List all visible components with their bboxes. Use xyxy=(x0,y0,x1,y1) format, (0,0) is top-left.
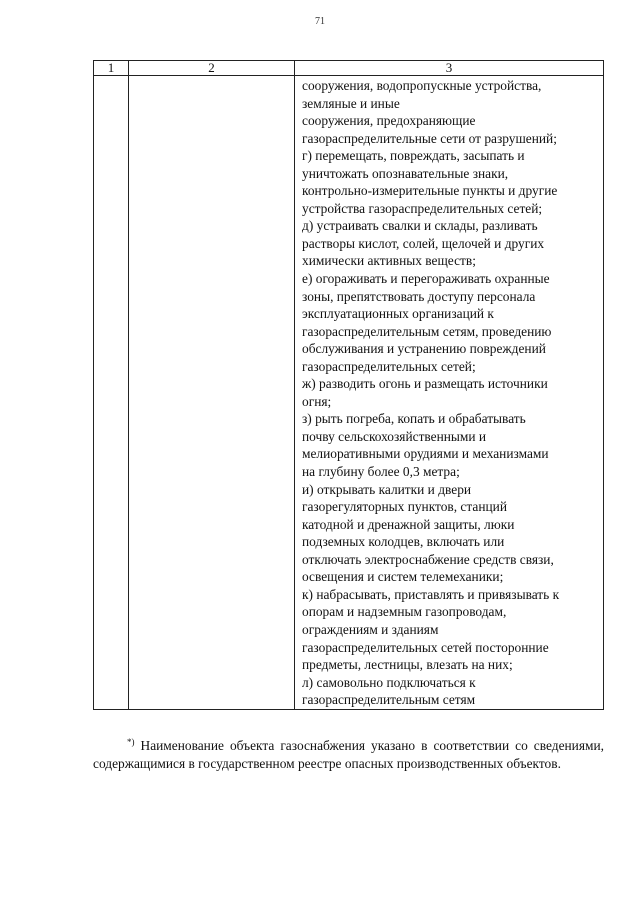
table-cell-col2 xyxy=(129,76,295,710)
page-number: 71 xyxy=(315,16,325,27)
column-header-3: 3 xyxy=(295,61,604,76)
column-header-1: 1 xyxy=(94,61,129,76)
table-header-row xyxy=(94,61,604,76)
footnote-text: Наименование объекта газоснабжения указано в соответствии со сведениями, содержащимися в государственном реестре опасных производственных объектов. xyxy=(93,738,604,772)
prohibited-actions-text: сооружения, водопропускные устройства, земляные и иные сооружения, предохраняющие газораспределительные сети от разрушений; г) перемещать, повреждать, засыпать и уничтожать опознавательные знаки, контрольно-измерительные пункты и другие устройства газораспределительных сетей; д) устраивать свалки и склады, разливать растворы кислот, солей, щелочей и других химически активных веществ; е) огораживать и перегораживать охранные зоны, препятствовать доступу персонала эксплуатационных организаций к газораспределительным сетям, проведению обслуживания и устранению повреждений газораспределительных сетей; ж) разводить огонь и размещать источники огня; з) рыть погреба, копать и обрабатывать почву сельскохозяйственными и мелиоративными орудиями и механизмами на глубину более 0,3 метра; и) открывать калитки и двери газорегуляторных пунктов, станций катодной и дренажной защиты, люки подземных колодцев, включать или отключать электроснабжение средств связи, освещения и систем телемеханики; к) набрасывать, приставлять и привязывать к опорам и надземным газопроводам, ограждениям и зданиям газораспределительных сетей посторонние предметы, лестницы, влезать на них; л) самовольно подключаться к газораспределительным сетям xyxy=(302,78,560,708)
document-table xyxy=(93,60,604,710)
table-cell-col3 xyxy=(295,76,604,710)
table-cell-col1 xyxy=(94,76,129,710)
table-row xyxy=(94,76,604,710)
column-header-2: 2 xyxy=(129,61,295,76)
footnote xyxy=(93,737,604,773)
footnote-marker: *) xyxy=(127,737,135,748)
